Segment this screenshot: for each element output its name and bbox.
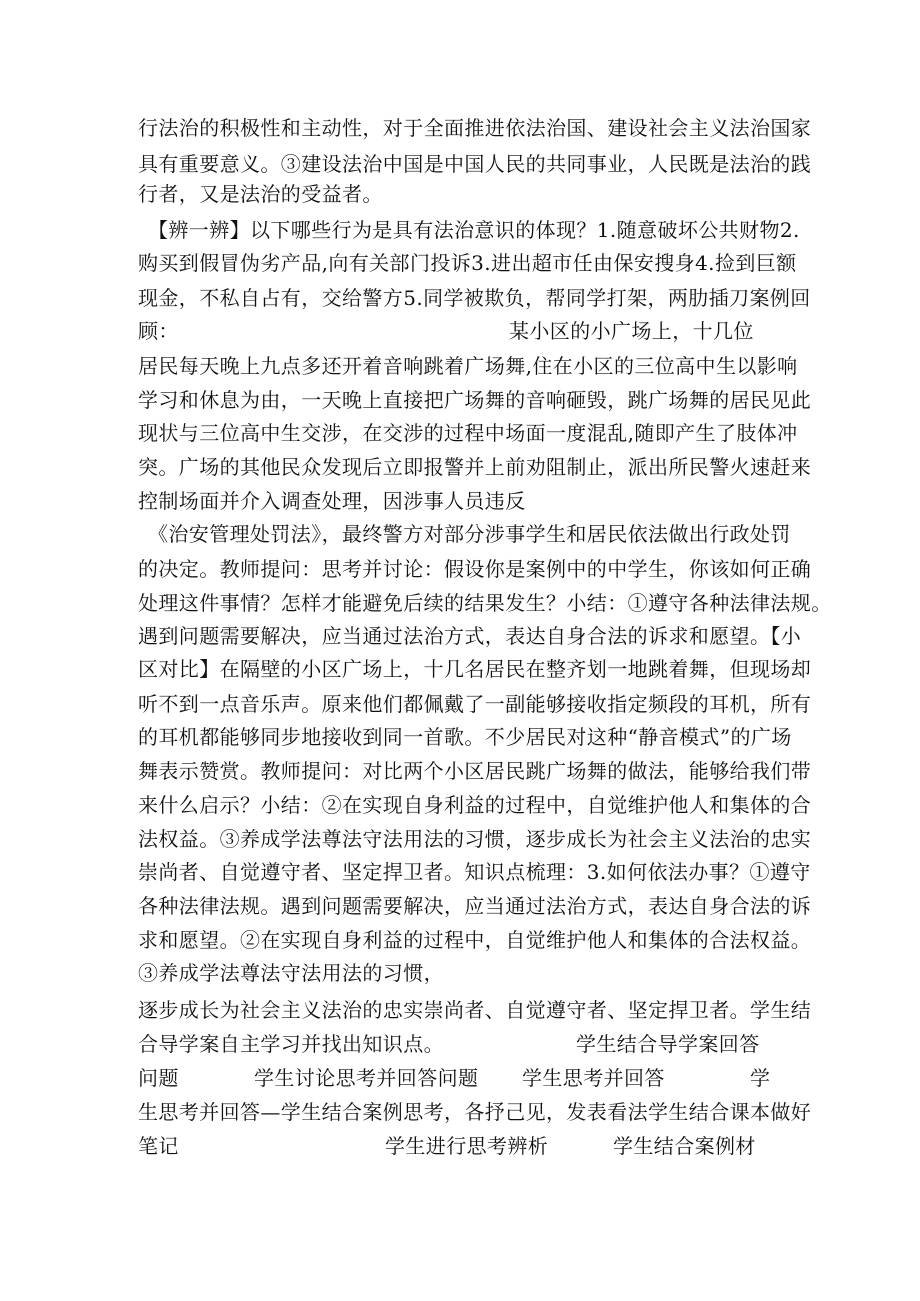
text-line: 现金，不私自占有，交给警方5.同学被欺负，帮同学打架，两肋插刀案例回 (138, 286, 811, 310)
text-line: 来什么启示？小结：②在实现自身利益的过程中，自觉维护他人和集体的合 (138, 793, 812, 817)
text-segment: 顾： (138, 319, 179, 343)
text-segment: 某小区的小广场上，十几位 (509, 319, 754, 343)
text-line: 居民每天晚上九点多还开着音响跳着广场舞,住在小区的三位高中生以影响 (138, 354, 798, 378)
text-segment: 笔记 (138, 1134, 179, 1158)
text-segment: 学生思考并回答 (522, 1066, 665, 1090)
text-line: 崇尚者、自觉遵守者、坚定捍卫者。知识点梳理：3.如何依法办事？①遵守 (138, 860, 811, 884)
text-segment: 学生进行思考辨析 (385, 1134, 549, 1158)
text-line: 具有重要意义。③建设法治中国是中国人民的共同事业，人民既是法治的践 (138, 152, 812, 176)
text-line: 【辨一辨】以下哪些行为是具有法治意识的体现？1.随意破坏公共财物2. (148, 218, 800, 242)
text-line: 舞表示赞赏。教师提问：对比两个小区居民跳广场舞的做法，能够给我们带 (138, 759, 812, 783)
text-line: 学习和休息为由，一天晚上直接把广场舞的音响砸毁，跳广场舞的居民见此 (138, 388, 812, 412)
text-line: 行法治的积极性和主动性，对于全面推进依法治国、建设社会主义法治国家 (138, 116, 812, 140)
text-line: 处理这件事情？怎样才能避免后续的结果发生？小结：①遵守各种法律法规。 (138, 591, 832, 615)
text-line: 求和愿望。②在实现自身利益的过程中，自觉维护他人和集体的合法权益。 (138, 928, 812, 952)
text-line: 各种法律法规。遇到问题需要解决，应当通过法治方式，表达自身合法的诉 (138, 894, 812, 918)
text-segment: 合导学案自主学习并找出知识点。 (138, 1032, 444, 1056)
text-segment: 学生讨论思考并回答问题 (254, 1066, 479, 1090)
text-segment: 问题 (138, 1066, 179, 1090)
text-segment: 学生结合导学案回答 (576, 1032, 760, 1056)
text-line: 的决定。教师提问：思考并讨论：假设你是案例中的中学生，你该如何正确 (138, 557, 812, 581)
text-line: 购买到假冒伪劣产品,向有关部门投诉3.进出超市任由保安搜身4.捡到巨额 (138, 251, 797, 275)
text-line: ③养成学法尊法守法用法的习惯， (138, 961, 444, 985)
text-line: 区对比】在隔壁的小区广场上，十几名居民在整齐划一地跳着舞，但现场却 (138, 657, 812, 681)
text-line: 现状与三位高中生交涉，在交涉的过程中场面一度混乱,随即产生了肢体冲 (138, 421, 798, 445)
text-segment: 学生结合案例材 (613, 1134, 756, 1158)
text-line: 控制场面并介入调查处理，因涉事人员违反 (138, 489, 526, 513)
text-line: 突。广场的其他民众发现后立即报警并上前劝阻制止，派出所民警火速赶来 (138, 455, 812, 479)
text-line: 逐步成长为社会主义法治的忠实崇尚者、自觉遵守者、坚定捍卫者。学生结 (138, 998, 812, 1022)
text-line: 遇到问题需要解决，应当通过法治方式，表达自身合法的诉求和愿望。【小 (138, 624, 802, 648)
text-line: 行者，又是法治的受益者。 (138, 182, 383, 206)
text-segment: 学 (750, 1066, 771, 1090)
text-line: 法权益。③养成学法尊法守法用法的习惯，逐步成长为社会主义法治的忠实 (138, 827, 812, 851)
text-line: 《治安管理处罚法》，最终警方对部分涉事学生和居民依法做出行政处罚 (148, 522, 791, 546)
text-line: 听不到一点音乐声。原来他们都佩戴了一副能够接收指定频段的耳机，所有 (138, 692, 812, 716)
text-line: 的耳机都能够同步地接收到同一首歌。不少居民对这种“静音模式”的广场 (138, 725, 792, 749)
text-line: 生思考并回答—学生结合案例思考，各抒己见，发表看法学生结合课本做好 (138, 1100, 812, 1124)
